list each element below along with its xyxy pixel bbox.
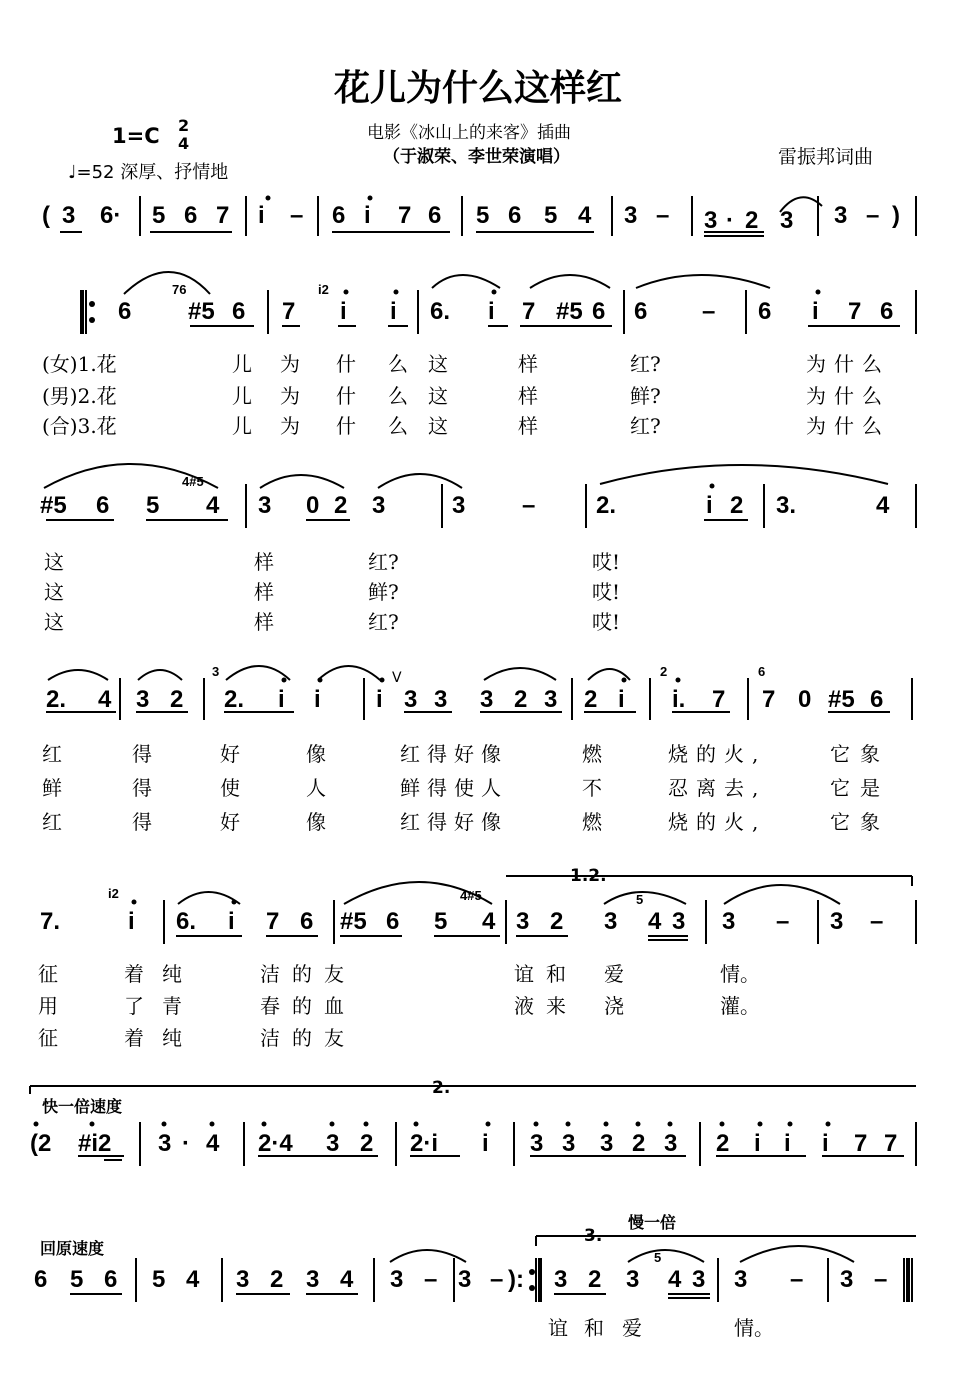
- lyric: 鲜?: [630, 384, 661, 408]
- lyric: 为: [280, 414, 300, 438]
- note: 2: [584, 686, 598, 713]
- note: 2: [514, 686, 528, 713]
- lyric: 征: [38, 1026, 58, 1050]
- note: i: [364, 202, 371, 229]
- note: i: [278, 686, 285, 713]
- note: –: [874, 1266, 888, 1293]
- lyric: 么: [388, 352, 408, 376]
- note: 3: [664, 1130, 678, 1157]
- lyric: 它象: [830, 810, 890, 834]
- lyric: 儿: [232, 414, 252, 438]
- lyric: (合)3.花: [42, 414, 117, 438]
- breath-mark: V: [392, 670, 402, 686]
- lyric: 浇: [604, 994, 624, 1018]
- note: 2·i: [410, 1130, 439, 1157]
- time-signature-bottom: 4: [178, 134, 190, 153]
- lyric: 像: [306, 742, 326, 766]
- note: 7: [762, 686, 776, 713]
- lyric: 这: [44, 550, 64, 574]
- lyric: 哎!: [592, 550, 621, 574]
- note: 7: [216, 202, 230, 229]
- note: 2: [716, 1130, 730, 1157]
- note: 6: [386, 908, 400, 935]
- lyric: 什: [336, 352, 356, 376]
- note: 3: [236, 1266, 250, 1293]
- note: 5: [70, 1266, 84, 1293]
- note: 2: [730, 492, 744, 519]
- note: 3: [626, 1266, 640, 1293]
- note: 3: [530, 1130, 544, 1157]
- lyric: 儿: [232, 352, 252, 376]
- note: 3: [672, 908, 686, 935]
- lyric: 儿: [232, 384, 252, 408]
- lyric: 征: [38, 962, 58, 986]
- note: 7: [398, 202, 412, 229]
- note: 3: [840, 1266, 854, 1293]
- note: 3: [452, 492, 466, 519]
- lyric: 样: [254, 580, 274, 604]
- lyric: 爱: [622, 1316, 642, 1340]
- lyric: 鲜?: [368, 580, 399, 604]
- note: 2: [550, 908, 564, 935]
- note: i: [618, 686, 625, 713]
- lyric: 谊和: [514, 962, 578, 986]
- note: i: [258, 202, 265, 229]
- note: 3: [306, 1266, 320, 1293]
- lyric: 春的血: [260, 994, 356, 1018]
- note: i: [314, 686, 321, 713]
- lyric: 样: [254, 550, 274, 574]
- performers: （于淑荣、李世荣演唱）: [383, 147, 570, 167]
- note: 4: [482, 908, 496, 935]
- note: –: [790, 1266, 804, 1293]
- lyric: 红得好像: [400, 742, 508, 766]
- lyric: 像: [306, 810, 326, 834]
- lyric: 灌。: [720, 994, 760, 1018]
- lyric: 它象: [830, 742, 890, 766]
- note: 3: [734, 1266, 748, 1293]
- lyric: 烧的火,: [668, 742, 767, 766]
- note: ·: [726, 207, 734, 234]
- lyric: 鲜: [42, 776, 62, 800]
- lyric: 么: [388, 384, 408, 408]
- grace-note: 76: [172, 282, 187, 297]
- note: 6: [184, 202, 198, 229]
- note: 5: [152, 202, 166, 229]
- note: 2: [360, 1130, 374, 1157]
- lyric: 哎!: [592, 580, 621, 604]
- note: 3: [600, 1130, 614, 1157]
- note: 6: [332, 202, 346, 229]
- lyric: 忍离去,: [668, 776, 767, 800]
- lyric: 了青: [124, 994, 200, 1018]
- grace-note: i2: [318, 282, 329, 297]
- note: 3: [604, 908, 618, 935]
- grace-note: 5: [654, 1250, 662, 1265]
- note: 7: [854, 1130, 868, 1157]
- note: 7: [712, 686, 726, 713]
- lyric: 鲜得使人: [400, 776, 508, 800]
- note: 6: [870, 686, 884, 713]
- note: 7: [266, 908, 280, 935]
- grace-note: i2: [108, 886, 119, 901]
- note: 4: [98, 686, 112, 713]
- note: 2: [632, 1130, 646, 1157]
- lyric: 哎!: [592, 610, 621, 634]
- lyric: 燃: [582, 742, 602, 766]
- note: 6: [508, 202, 522, 229]
- lyric: 为: [280, 352, 300, 376]
- grace-note: 4#5: [460, 888, 482, 903]
- note: 3: [516, 908, 530, 935]
- note: 2: [588, 1266, 602, 1293]
- note: 6: [634, 298, 648, 325]
- note: i: [340, 298, 347, 325]
- lyric: 这: [44, 580, 64, 604]
- note: 3: [62, 202, 76, 229]
- lyric: 人: [306, 776, 326, 800]
- note: ): [892, 202, 900, 229]
- lyric: 这: [428, 414, 448, 438]
- note: 3: [434, 686, 448, 713]
- lyric: 红?: [368, 610, 399, 634]
- note: 5: [146, 492, 160, 519]
- key-signature: 1=C: [112, 124, 160, 148]
- note: 6: [758, 298, 772, 325]
- lyric: 样: [254, 610, 274, 634]
- lyric: 样: [518, 384, 538, 408]
- lyric: 红: [42, 810, 62, 834]
- note: i: [784, 1130, 791, 1157]
- note: 7: [282, 298, 296, 325]
- lyric: 燃: [582, 810, 602, 834]
- lyric: 得: [132, 776, 152, 800]
- note: 2·4: [258, 1130, 293, 1157]
- lyric: 谊: [548, 1316, 568, 1340]
- note: 5: [434, 908, 448, 935]
- note: ·: [182, 1130, 190, 1157]
- note: 4: [578, 202, 592, 229]
- note: 2.: [224, 686, 245, 713]
- volta-label-3: 3.: [584, 1226, 603, 1246]
- lyric: 红?: [630, 352, 661, 376]
- note: #5: [340, 908, 367, 935]
- note: 3.: [776, 492, 797, 519]
- tempo-marking: ♩=52 深厚、抒情地: [68, 162, 229, 183]
- note: 3: [480, 686, 494, 713]
- lyric: (女)1.花: [42, 352, 117, 376]
- lyric: 这: [428, 384, 448, 408]
- lyric: 洁的友: [260, 962, 356, 986]
- lyric: 烧的火,: [668, 810, 767, 834]
- lyric: 样: [518, 352, 538, 376]
- note: i: [128, 908, 135, 935]
- credits: 雷振邦词曲: [778, 146, 874, 168]
- note: 7: [884, 1130, 898, 1157]
- note: 3: [722, 908, 736, 935]
- note: #5: [188, 298, 215, 325]
- note: 3: [830, 908, 844, 935]
- note: –: [424, 1266, 438, 1293]
- lyric: 好: [220, 810, 240, 834]
- note: i: [376, 686, 383, 713]
- lyric: 和: [584, 1316, 604, 1340]
- lyric: 着纯: [124, 1026, 200, 1050]
- note: 3: [458, 1266, 472, 1293]
- lyric: 么: [388, 414, 408, 438]
- note: 0: [306, 492, 320, 519]
- grace-note: 6: [758, 664, 766, 679]
- note: 6: [34, 1266, 48, 1293]
- lyric: 红: [42, 742, 62, 766]
- lyric: 这: [428, 352, 448, 376]
- lyric: 为什么: [806, 352, 890, 376]
- lyric: 用: [38, 994, 58, 1018]
- note: 7.: [40, 908, 61, 935]
- note: 3: [258, 492, 272, 519]
- note: 2.: [596, 492, 617, 519]
- grace-note: 4#5: [182, 474, 204, 489]
- note: i: [228, 908, 235, 935]
- lyric: 情。: [734, 1316, 774, 1340]
- note: 2: [170, 686, 184, 713]
- grace-note: 3: [212, 664, 220, 679]
- lyric: 情。: [720, 962, 760, 986]
- lyric: 洁的友: [260, 1026, 356, 1050]
- note: 6: [592, 298, 606, 325]
- note: 3: [390, 1266, 404, 1293]
- note: 6: [428, 202, 442, 229]
- note: 2: [745, 207, 759, 234]
- note: ):: [508, 1266, 524, 1293]
- note: i: [482, 1130, 489, 1157]
- lyric: 液来: [514, 994, 578, 1018]
- note: 4: [668, 1266, 682, 1293]
- note: 6: [880, 298, 894, 325]
- note: 3: [554, 1266, 568, 1293]
- note: i.: [672, 686, 686, 713]
- lyric: 为什么: [806, 384, 890, 408]
- volta-label-1-2: 1.2.: [570, 866, 607, 886]
- note: –: [522, 492, 536, 519]
- tempo-change-faster: 快一倍速度: [42, 1097, 123, 1116]
- lyric: 样: [518, 414, 538, 438]
- note: (2: [30, 1130, 52, 1157]
- note: –: [776, 908, 790, 935]
- note: i: [390, 298, 397, 325]
- note: (: [42, 202, 50, 229]
- lyric: 得: [132, 742, 152, 766]
- note: 5: [476, 202, 490, 229]
- note: 3: [136, 686, 150, 713]
- source-line: 电影《冰山上的来客》插曲: [367, 123, 571, 143]
- tempo-change-original: 回原速度: [40, 1239, 105, 1258]
- lyric: 为: [280, 384, 300, 408]
- lyric: 爱: [604, 962, 624, 986]
- note: 3: [624, 202, 638, 229]
- note: 6: [300, 908, 314, 935]
- lyric: 它是: [830, 776, 890, 800]
- note: 3: [562, 1130, 576, 1157]
- note: –: [866, 202, 880, 229]
- note: 6: [118, 298, 132, 325]
- song-title: 花儿为什么这样红: [334, 67, 623, 109]
- note: #i2: [78, 1130, 112, 1157]
- note: 6·: [100, 202, 122, 229]
- note: 3: [692, 1266, 706, 1293]
- note: i: [754, 1130, 761, 1157]
- note: 3: [834, 202, 848, 229]
- note: 2.: [46, 686, 67, 713]
- note: 3: [780, 207, 794, 234]
- note: 3: [326, 1130, 340, 1157]
- note: 5: [544, 202, 558, 229]
- lyric: 红?: [368, 550, 399, 574]
- note: #5: [828, 686, 855, 713]
- lyric: 使: [220, 776, 240, 800]
- note: –: [656, 202, 670, 229]
- note: #5: [40, 492, 67, 519]
- note: 6: [232, 298, 246, 325]
- note: 3: [158, 1130, 172, 1157]
- note: #5: [556, 298, 583, 325]
- lyric: 不: [582, 776, 602, 800]
- note: 6: [96, 492, 110, 519]
- note: 6: [104, 1266, 118, 1293]
- note: 2: [270, 1266, 284, 1293]
- lyric: 什: [336, 414, 356, 438]
- note: 4: [206, 1130, 220, 1157]
- note: 4: [876, 492, 890, 519]
- lyric: (男)2.花: [42, 384, 117, 408]
- note: 3: [404, 686, 418, 713]
- note: 5: [152, 1266, 166, 1293]
- note: –: [290, 202, 304, 229]
- lyric: 为什么: [806, 414, 890, 438]
- note: –: [490, 1266, 504, 1293]
- lyric: 什: [336, 384, 356, 408]
- lyric: 好: [220, 742, 240, 766]
- lyric: 这: [44, 610, 64, 634]
- lyric: 红得好像: [400, 810, 508, 834]
- note: 0: [798, 686, 812, 713]
- note: i: [488, 298, 495, 325]
- note: i: [812, 298, 819, 325]
- note: –: [702, 298, 716, 325]
- tempo-change-slower: 慢一倍: [628, 1213, 677, 1232]
- note: 7: [848, 298, 862, 325]
- lyric: 得: [132, 810, 152, 834]
- note: 3: [704, 207, 718, 234]
- lyric: 红?: [630, 414, 661, 438]
- time-signature-top: 2: [178, 116, 190, 135]
- note: 6.: [430, 298, 451, 325]
- grace-note: 5: [636, 892, 644, 907]
- note: 7: [522, 298, 536, 325]
- note: 4: [186, 1266, 200, 1293]
- note: 4: [648, 908, 662, 935]
- lyric: 着纯: [124, 962, 200, 986]
- note: –: [870, 908, 884, 935]
- note: 3: [544, 686, 558, 713]
- note: 4: [206, 492, 220, 519]
- volta-label-2: 2.: [432, 1078, 451, 1098]
- note: i: [706, 492, 713, 519]
- note: i: [822, 1130, 829, 1157]
- grace-note: 2: [660, 664, 668, 679]
- note: 4: [340, 1266, 354, 1293]
- note: 2: [334, 492, 348, 519]
- note: 6.: [176, 908, 197, 935]
- note: 3: [372, 492, 386, 519]
